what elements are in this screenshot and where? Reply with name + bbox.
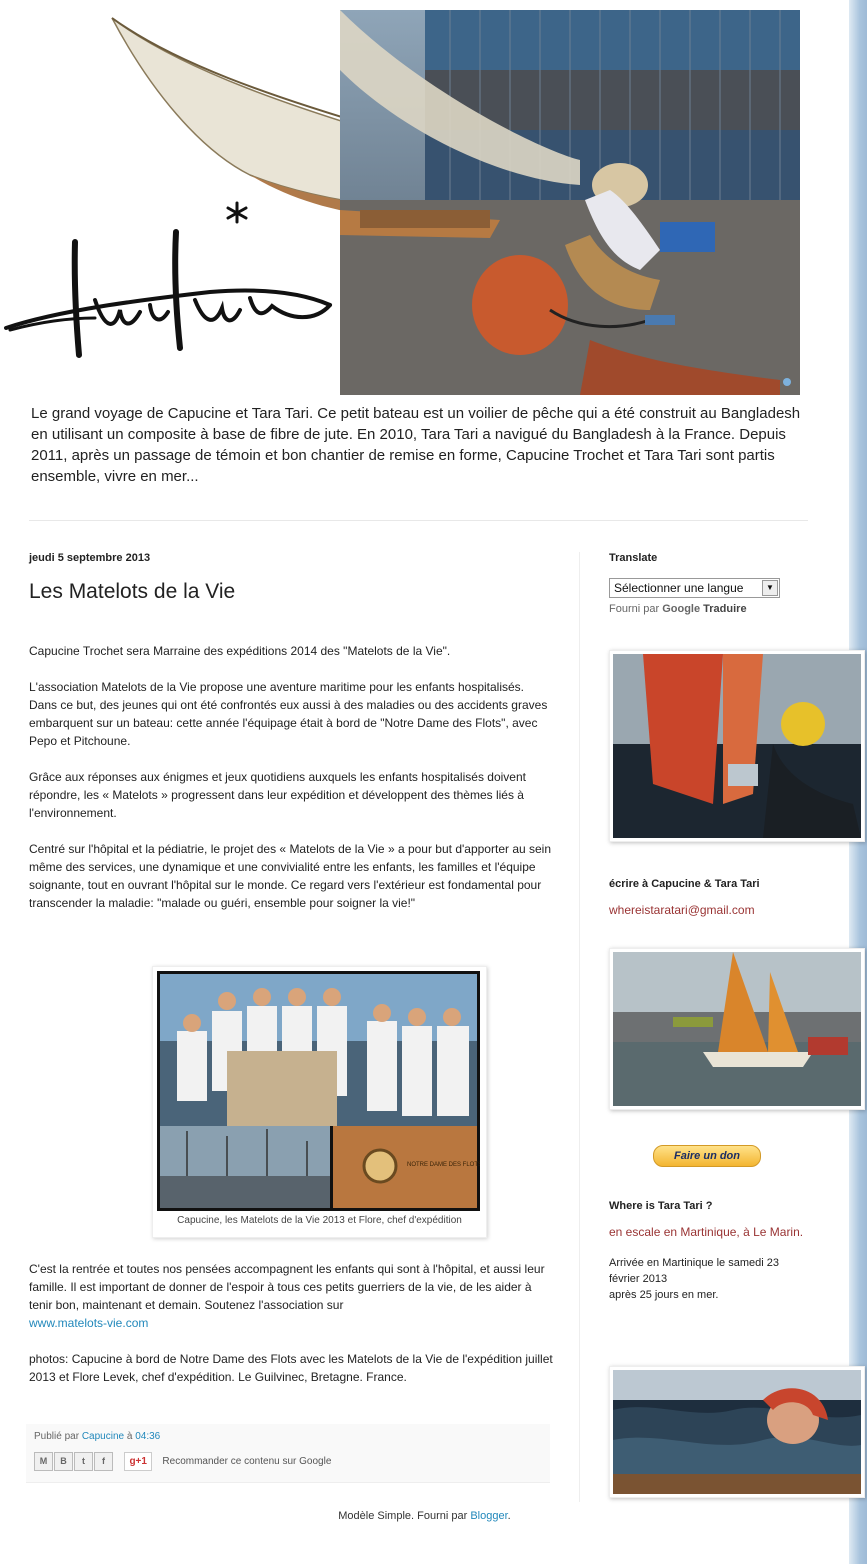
- sidebar-photo-sailing[interactable]: [609, 650, 865, 842]
- twitter-share-icon[interactable]: t: [74, 1452, 93, 1471]
- post-paragraph: Centré sur l'hôpital et la pédiatrie, le projet des « Matelots de la Vie » a pour but d'apporter au sein même des services, une dynamique et une convivialité entre les enfants, les familles et l'équipe soignante, tout en ouvrant l'hôpital sur le monde. Ce regard vers l'extérieur est fondamental pour transcender la maladie: "malade ou guéri, ensemble pour soigner la vie!": [29, 842, 552, 910]
- photo-caption: Capucine, les Matelots de la Vie 2013 et Flore, chef d'expédition: [177, 1215, 462, 1226]
- recommend-google-text: Recommander ce contenu sur Google: [162, 1456, 332, 1467]
- blog-description: Le grand voyage de Capucine et Tara Tari. Ce petit bateau est un voilier de pêche qui a été construit au Bangladesh en utilisant un composite à base de fibre de jute. En 2010, Tara Tari a navigué du Bangladesh à la France. Depuis 2011, après un passage de témoin et bon chantier de remise en forme, Capucine Trochet et Tara Tari sont partis ensemble, vivre en mer...: [31, 405, 801, 485]
- sidebar-photo-sea[interactable]: [609, 1366, 865, 1498]
- language-select[interactable]: [609, 578, 780, 598]
- location-status: en escale en Martinique, à Le Marin.: [609, 1225, 804, 1239]
- hero-photo[interactable]: [340, 10, 800, 395]
- contact-widget: [609, 878, 760, 917]
- arrival-line: février 2013: [609, 1273, 668, 1285]
- attribution-end: .: [507, 1510, 511, 1522]
- email-link[interactable]: whereistaratari@gmail.com: [609, 903, 755, 917]
- post-paragraph: L'association Matelots de la Vie propose une aventure maritime pour les enfants hospitalisés. Dans ce but, des jeunes qui ont été confrontés eux aussi à des maladies ou des accidents graves embarquent sur un bateau: cette année l'équipage était à bord de "Notre Dame des Flots", avec Pepo et Pitchoune.: [29, 680, 548, 748]
- google-plus-one-button[interactable]: g+1: [124, 1452, 152, 1471]
- post-author-line: [34, 1431, 160, 1442]
- post-paragraph: [29, 1260, 554, 1332]
- svg-text:NOTRE DAME DES FLOTS: NOTRE DAME DES FLOTS: [407, 1162, 480, 1168]
- logo-calligraphy: [6, 232, 330, 355]
- arrival-line: après 25 jours en mer.: [609, 1289, 719, 1301]
- dropdown-arrow-icon[interactable]: ▼: [762, 580, 778, 596]
- post-body: [29, 642, 554, 912]
- traduire-link[interactable]: Traduire: [703, 603, 747, 615]
- main-column: [29, 540, 554, 1467]
- location-widget: [609, 1200, 859, 1303]
- attribution-text: Modèle Simple. Fourni par: [338, 1510, 468, 1522]
- share-buttons: [34, 1452, 331, 1472]
- post-photo[interactable]: [157, 971, 480, 1211]
- post-photo-frame[interactable]: [152, 966, 487, 1238]
- post-time-link[interactable]: 04:36: [135, 1431, 161, 1442]
- post-title[interactable]: Les Matelots de la Vie: [29, 580, 236, 603]
- donate-button[interactable]: Faire un don: [653, 1145, 761, 1167]
- author-link[interactable]: Capucine: [81, 1431, 125, 1442]
- blog-this-share-icon[interactable]: B: [54, 1452, 73, 1471]
- post-body-continued: [29, 1260, 554, 1404]
- blogger-link[interactable]: Blogger: [470, 1510, 508, 1522]
- post-footer: [26, 1424, 550, 1483]
- asterisk-mark: [228, 203, 246, 222]
- powered-by-google: [609, 603, 780, 615]
- contact-title: écrire à Capucine & Tara Tari: [609, 878, 760, 890]
- blog-header: [0, 0, 849, 520]
- matelots-link[interactable]: www.matelots-vie.com: [29, 1316, 149, 1330]
- post-paragraph: Capucine Trochet sera Marraine des expéditions 2014 des "Matelots de la Vie".: [29, 644, 451, 658]
- powered-by-label: Fourni par: [609, 603, 660, 615]
- language-select-value: Sélectionner une langue: [614, 581, 744, 595]
- email-share-icon[interactable]: M: [34, 1452, 53, 1471]
- sidebar-photo-harbor[interactable]: [609, 948, 865, 1110]
- translate-title: Translate: [609, 552, 658, 564]
- post-paragraph: Grâce aux réponses aux énigmes et jeux quotidiens auxquels les enfants hospitalisés doivent répondre, les « Matelots » progressent dans leur expédition et développent des thèmes liés à l'environnement.: [29, 770, 526, 820]
- where-title: Where is Tara Tari ?: [609, 1200, 713, 1212]
- translate-widget: [609, 552, 780, 615]
- footer-attribution: [0, 1510, 849, 1522]
- post-date: jeudi 5 septembre 2013: [29, 552, 151, 564]
- header-divider: [29, 520, 808, 521]
- google-logo[interactable]: Google: [662, 603, 701, 615]
- arrival-line: Arrivée en Martinique le samedi 23: [609, 1257, 779, 1269]
- at-label: à: [126, 1431, 133, 1442]
- support-text: C'est la rentrée et toutes nos pensées accompagnent les enfants qui sont à l'hôpital, et aussi leur famille. Il est important de donner de l'espoir à tous ces petits guerriers de la vie, de les aider à tenir bon, maintenant et demain. Soutenez l'association sur: [29, 1262, 545, 1312]
- arrival-info: [609, 1255, 859, 1303]
- facebook-share-icon[interactable]: f: [94, 1452, 113, 1471]
- published-by-label: Publié par: [34, 1431, 80, 1442]
- column-divider: [579, 552, 580, 1502]
- post-paragraph: photos: Capucine à bord de Notre Dame des Flots avec les Matelots de la Vie de l'expédition juillet 2013 et Flore Levek, chef d'expédition. Le Guilvinec, Bretagne. France.: [29, 1352, 553, 1384]
